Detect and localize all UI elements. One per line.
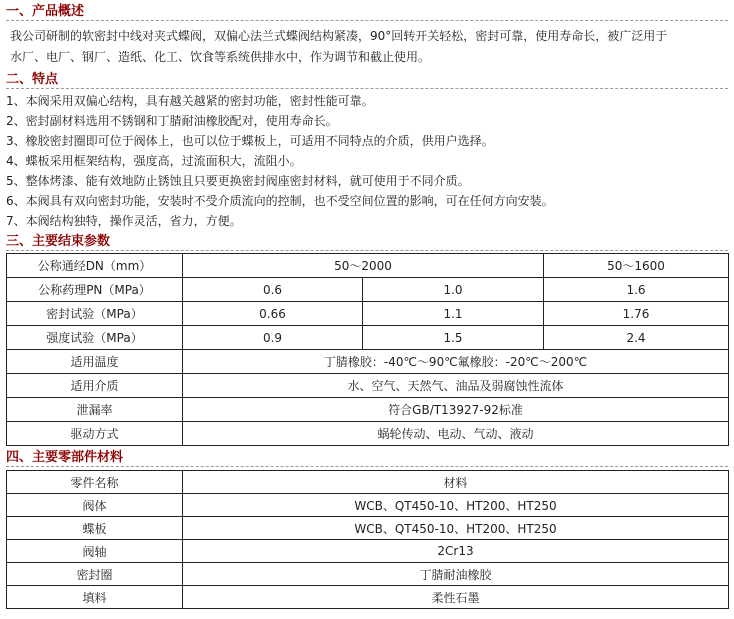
param-value: 0.66 xyxy=(183,302,363,326)
param-label: 密封试验（MPa） xyxy=(7,302,183,326)
part-name: 密封圈 xyxy=(7,563,183,586)
table-row xyxy=(7,278,729,302)
overview-line-2: 水厂、电厂、钢厂、造纸、化工、饮食等系统供排水中，作为调节和截止使用。 xyxy=(10,50,431,64)
param-value: 50～1600 xyxy=(544,254,729,278)
features-heading: 二、特点 xyxy=(6,71,728,89)
param-value: 丁腈橡胶：-40℃～90℃氟橡胶：-20℃～200℃ xyxy=(183,350,729,374)
feature-item: 7、本阀结构独特，操作灵活，省力，方便。 xyxy=(6,214,242,228)
header-material: 材料 xyxy=(183,471,729,494)
feature-item: 5、整体烤漆、能有效地防止锈蚀且只要更换密封阀座密封材料，就可使用于不同介质。 xyxy=(6,174,470,188)
table-row xyxy=(7,398,729,422)
part-name: 蝶板 xyxy=(7,517,183,540)
table-row xyxy=(7,350,729,374)
param-value: 1.1 xyxy=(363,302,544,326)
table-row xyxy=(7,374,729,398)
header-part: 零件名称 xyxy=(7,471,183,494)
params-table xyxy=(6,253,729,446)
table-row xyxy=(7,563,729,586)
feature-item: 4、蝶板采用框架结构，强度高，过流面积大，流阻小。 xyxy=(6,154,302,168)
param-value: 1.5 xyxy=(363,326,544,350)
table-row xyxy=(7,494,729,517)
part-name: 阀轴 xyxy=(7,540,183,563)
param-value: 0.6 xyxy=(183,278,363,302)
overview-heading: 一、产品概述 xyxy=(6,3,728,21)
table-row xyxy=(7,326,729,350)
table-row xyxy=(7,586,729,609)
part-material: WCB、QT450-10、HT200、HT250 xyxy=(183,517,729,540)
param-value: 符合GB/T13927-92标准 xyxy=(183,398,729,422)
part-name: 填料 xyxy=(7,586,183,609)
param-value: 2.4 xyxy=(544,326,729,350)
param-label: 公称通经DN（mm） xyxy=(7,254,183,278)
part-name: 阀体 xyxy=(7,494,183,517)
param-value: 水、空气、天然气、油品及弱腐蚀性流体 xyxy=(183,374,729,398)
overview-line-1: 我公司研制的软密封中线对夹式蝶阀，双偏心法兰式蝶阀结构紧凑，90°回转开关轻松，密封可靠，使用寿命长，被广泛用于 xyxy=(10,29,668,43)
part-material: 丁腈耐油橡胶 xyxy=(183,563,729,586)
params-heading: 三、主要结束参数 xyxy=(6,233,728,251)
param-value: 0.9 xyxy=(183,326,363,350)
param-label: 泄漏率 xyxy=(7,398,183,422)
materials-heading: 四、主要零部件材料 xyxy=(6,449,728,467)
table-row xyxy=(7,540,729,563)
table-row xyxy=(7,517,729,540)
param-value: 蜗轮传动、电动、气动、液动 xyxy=(183,422,729,446)
param-value: 1.0 xyxy=(363,278,544,302)
part-material: 2Cr13 xyxy=(183,540,729,563)
param-value: 1.76 xyxy=(544,302,729,326)
feature-item: 1、本阀采用双偏心结构，具有越关越紧的密封功能，密封性能可靠。 xyxy=(6,94,374,108)
table-header-row xyxy=(7,471,729,494)
feature-item: 6、本阀具有双向密封功能，安装时不受介质流向的控制，也不受空间位置的影响，可在任何方向安装。 xyxy=(6,194,554,208)
part-material: WCB、QT450-10、HT200、HT250 xyxy=(183,494,729,517)
param-label: 强度试验（MPa） xyxy=(7,326,183,350)
param-label: 公称药理PN（MPa） xyxy=(7,278,183,302)
param-value: 1.6 xyxy=(544,278,729,302)
param-label: 驱动方式 xyxy=(7,422,183,446)
param-value: 50～2000 xyxy=(183,254,544,278)
part-material: 柔性石墨 xyxy=(183,586,729,609)
param-label: 适用温度 xyxy=(7,350,183,374)
feature-item: 3、橡胶密封圈即可位于阀体上，也可以位于蝶板上，可适用不同特点的介质，供用户选择。 xyxy=(6,134,494,148)
param-label: 适用介质 xyxy=(7,374,183,398)
table-row xyxy=(7,254,729,278)
table-row xyxy=(7,302,729,326)
feature-item: 2、密封副材料选用不锈钢和丁腈耐油橡胶配对，使用寿命长。 xyxy=(6,114,338,128)
materials-table xyxy=(6,470,729,609)
table-row xyxy=(7,422,729,446)
